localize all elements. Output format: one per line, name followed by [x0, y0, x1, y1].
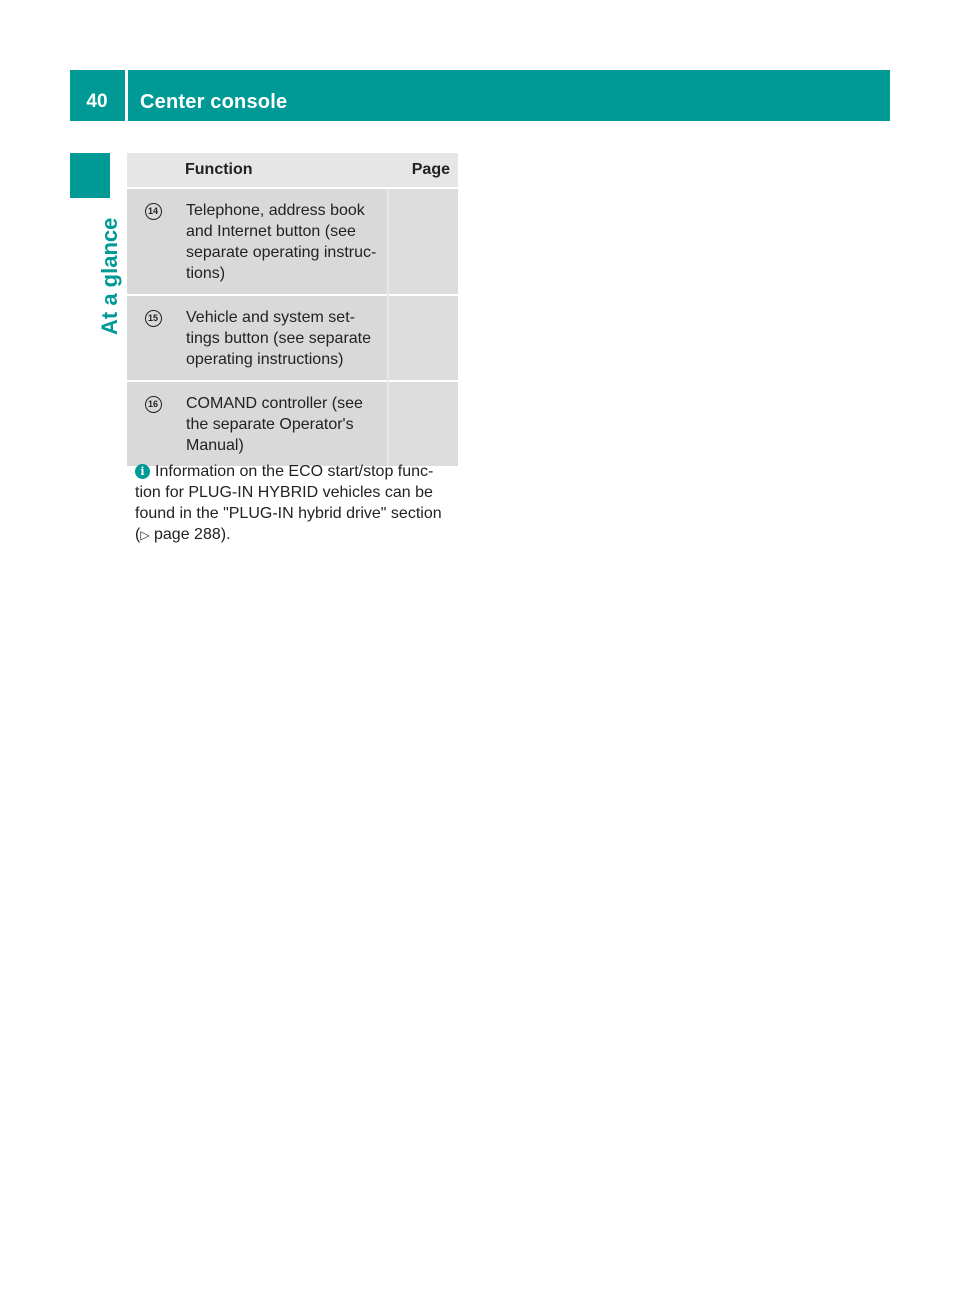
- row-function-cell: [179, 381, 388, 466]
- function-text-line: tions): [186, 265, 226, 282]
- row-page-cell: [388, 381, 458, 466]
- function-text-line: and Internet button (see: [186, 223, 356, 240]
- row-function-cell: [179, 295, 388, 381]
- function-text-line: separate operating instruc-: [186, 244, 377, 261]
- info-text-line: Information on the ECO start/stop func-: [155, 463, 434, 480]
- circled-number-15-icon: 15: [145, 310, 162, 327]
- column-header-page: Page: [388, 153, 458, 188]
- column-header-number: [127, 153, 179, 188]
- row-number-cell: [127, 381, 179, 466]
- info-text-line: tion for PLUG-IN HYBRID vehicles can be: [135, 484, 433, 501]
- circled-number-14-icon: 14: [145, 203, 162, 220]
- page-reference-line: [135, 524, 465, 546]
- info-note: [135, 461, 465, 546]
- row-number-cell: [127, 188, 179, 295]
- function-text-line: Manual): [186, 437, 244, 454]
- info-text-line: found in the "PLUG-IN hybrid drive" section: [135, 505, 442, 522]
- table-row: [127, 381, 458, 466]
- side-tab-block: [70, 153, 110, 198]
- table-row: [127, 295, 458, 381]
- page-reference-link[interactable]: page 288).: [149, 526, 231, 543]
- function-text-line: operating instructions): [186, 351, 344, 368]
- page-number: 40: [86, 91, 108, 112]
- table-row: [127, 188, 458, 295]
- row-page-cell: [388, 295, 458, 381]
- function-text-line: Vehicle and system set-: [186, 309, 355, 326]
- row-page-cell: [388, 188, 458, 295]
- header-divider: [125, 70, 128, 121]
- info-icon: i: [135, 464, 150, 479]
- function-table: [127, 153, 458, 466]
- table-header-row: [127, 153, 458, 188]
- function-text-line: Telephone, address book: [186, 202, 365, 219]
- function-text-line: the separate Operator's: [186, 416, 354, 433]
- row-number-cell: [127, 295, 179, 381]
- page-reference-open: (: [135, 526, 141, 543]
- function-text-line: tings button (see separate: [186, 330, 372, 347]
- page-reference-arrow-icon: ▷: [140, 528, 150, 542]
- circled-number-16-icon: 16: [145, 396, 162, 413]
- function-text-line: COMAND controller (see: [186, 395, 363, 412]
- row-function-cell: [179, 188, 388, 295]
- column-header-function: Function: [179, 153, 388, 188]
- side-tab-label: At a glance: [97, 217, 122, 335]
- section-title: Center console: [140, 91, 288, 113]
